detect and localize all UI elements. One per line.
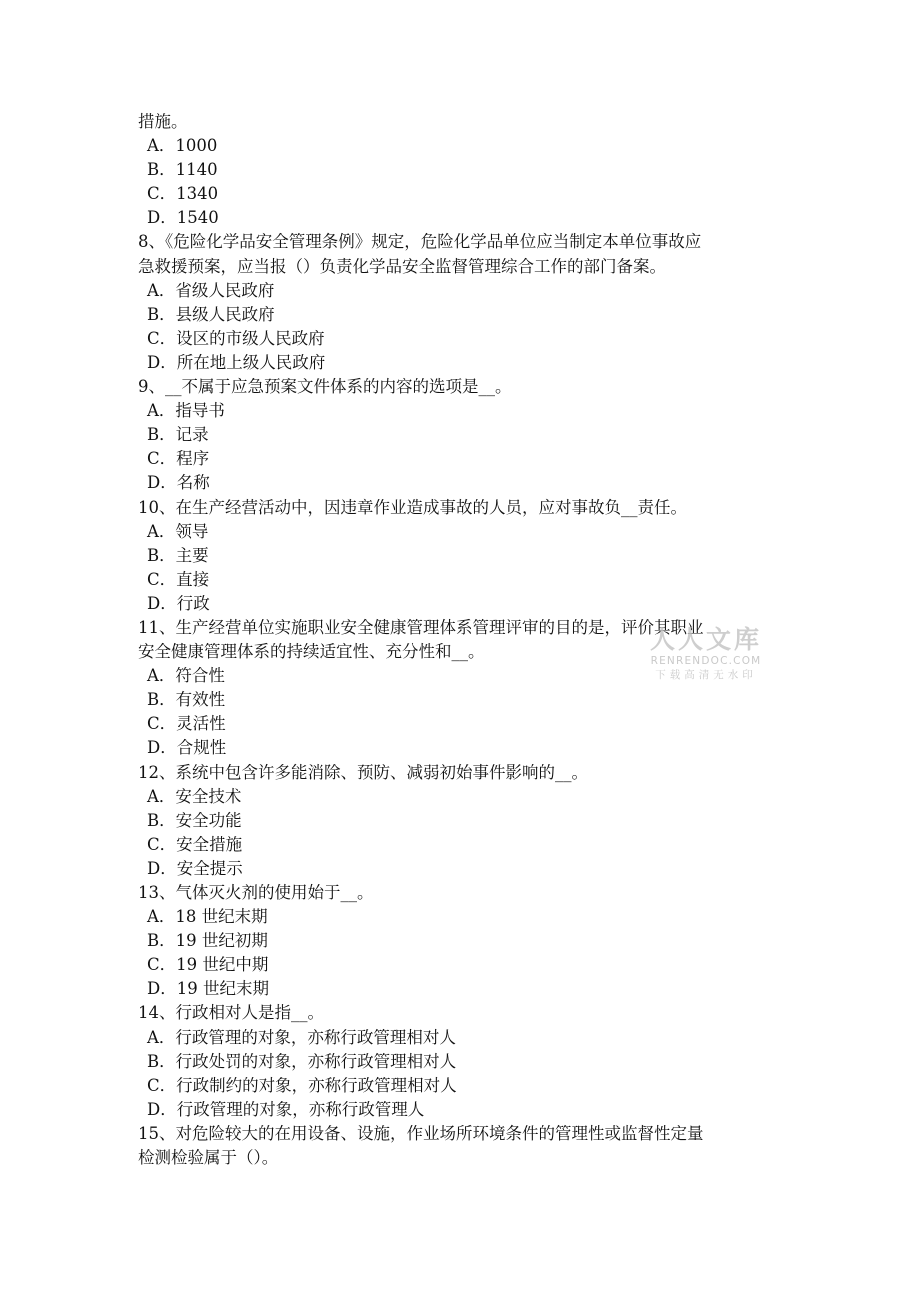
- answer-option: B．记录: [147, 425, 209, 445]
- answer-option: A．省级人民政府: [147, 280, 275, 300]
- question-text: 检测检验属于（）。: [138, 1148, 279, 1168]
- question-text: 15、对危险较大的在用设备、设施，作业场所环境条件的管理性或监督性定量: [138, 1123, 704, 1143]
- answer-option: C．直接: [147, 569, 210, 589]
- watermark-sub: 下载高清无水印: [655, 669, 757, 681]
- answer-option: B．有效性: [147, 690, 226, 710]
- answer-option: C．行政制约的对象，亦称行政管理相对人: [147, 1075, 457, 1095]
- answer-option: B．县级人民政府: [147, 304, 275, 324]
- answer-option: C．安全措施: [147, 834, 243, 854]
- question-text: 10、在生产经营活动中，因违章作业造成事故的人员，应对事故负__责任。: [138, 497, 687, 517]
- question-text: 11、生产经营单位实施职业安全健康管理体系管理评审的目的是，评价其职业: [138, 617, 704, 637]
- answer-option: D．合规性: [147, 738, 227, 758]
- answer-option: A．行政管理的对象，亦称行政管理相对人: [147, 1027, 456, 1047]
- document-page: [138, 110, 788, 1170]
- answer-option: D．1540: [147, 208, 219, 228]
- answer-option: A．领导: [147, 521, 209, 541]
- answer-option: A．指导书: [147, 401, 225, 421]
- answer-option: C．19 世纪中期: [147, 955, 269, 975]
- answer-option: B．安全功能: [147, 810, 242, 830]
- question-text: 措施。: [138, 112, 188, 131]
- answer-option: B．1140: [147, 160, 218, 180]
- answer-option: B．行政处罚的对象，亦称行政管理相对人: [147, 1051, 457, 1071]
- answer-option: D．所在地上级人民政府: [147, 352, 326, 372]
- answer-option: A．1000: [147, 136, 218, 156]
- question-text: 14、行政相对人是指__。: [138, 1003, 324, 1023]
- answer-option: C．1340: [147, 184, 219, 204]
- answer-option: C．程序: [147, 449, 210, 469]
- question-text: 8、《危险化学品安全管理条例》规定，危险化学品单位应当制定本单位事故应: [138, 232, 702, 252]
- watermark-cn: 人人文库: [649, 625, 762, 654]
- question-text: 12、系统中包含许多能消除、预防、减弱初始事件影响的__。: [138, 762, 588, 782]
- question-text: 13、气体灭火剂的使用始于__。: [138, 883, 374, 902]
- answer-option: B．主要: [147, 545, 209, 565]
- answer-option: D．名称: [147, 473, 210, 493]
- answer-option: D．行政: [147, 593, 210, 613]
- answer-option: C．设区的市级人民政府: [147, 328, 325, 348]
- answer-option: A．符合性: [147, 666, 225, 686]
- answer-option: B．19 世纪初期: [147, 931, 268, 951]
- answer-option: D．安全提示: [147, 858, 243, 878]
- question-text: 9、__不属于应急预案文件体系的内容的选项是__。: [138, 377, 512, 397]
- answer-option: D．19 世纪末期: [147, 979, 269, 999]
- answer-option: C．灵活性: [147, 714, 226, 734]
- watermark-en: RENRENDOC.COM: [650, 655, 762, 667]
- question-text: 急救援预案，应当报（）负责化学品安全监督管理综合工作的部门备案。: [138, 256, 666, 276]
- answer-option: D．行政管理的对象，亦称行政管理人: [147, 1099, 425, 1119]
- answer-option: A．安全技术: [147, 786, 242, 806]
- answer-option: A．18 世纪末期: [147, 907, 268, 927]
- question-text: 安全健康管理体系的持续适宜性、充分性和__。: [138, 642, 485, 662]
